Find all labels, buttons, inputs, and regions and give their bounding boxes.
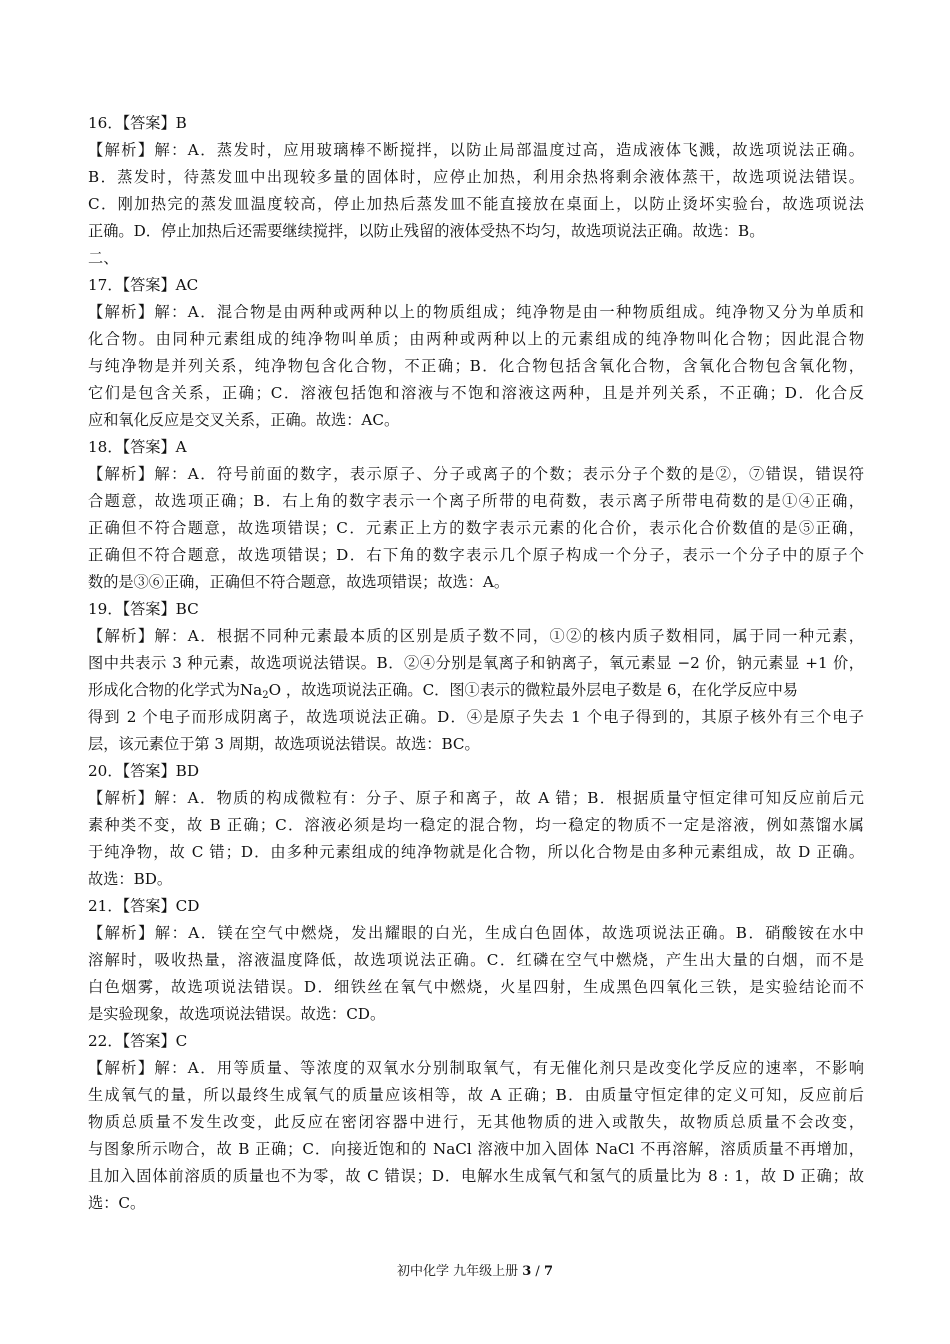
analysis-22-line: 【解析】解：A．用等质量、等浓度的双氧水分别制取氧气，有无催化剂只是改变化学反应的速率，不影响 <box>88 1059 864 1077</box>
page-separator: / <box>531 1264 544 1279</box>
analysis-19-line: 得到 2 个电子而形成阴离子，故选项说法正确。D．④是原子失去 1 个电子得到的，其原子核外有三个电子 <box>88 708 864 726</box>
page-number: 3 <box>522 1264 532 1279</box>
answer-19: 19．【答案】BC <box>88 600 199 618</box>
analysis-18-line: 正确但不符合题意，故选项错误；D．右下角的数字表示几个原子构成一个分子，表示一个分子中的原子个 <box>88 546 864 564</box>
analysis-20-line: 于纯净物，故 C 错；D．由多种元素组成的纯净物就是化合物，所以化合物是由多种元素组成，故 D 正确。 <box>88 843 864 861</box>
analysis-22-line: 物质总质量不发生改变，此反应在密闭容器中进行，无其他物质的进入或散失，故物质总质量不会改变， <box>88 1113 864 1131</box>
analysis-18-line: 【解析】解：A．符号前面的数字，表示原子、分子或离子的个数；表示分子个数的是②，⑦错误，错误符 <box>88 465 864 483</box>
analysis-22-line: 生成氧气的量，所以最终生成氧气的质量应该相等，故 A 正确；B．由质量守恒定律的定义可知，反应前后 <box>88 1086 864 1104</box>
analysis-17-line: 它们是包含关系，正确；C．溶液包括饱和溶液与不饱和溶液这两种，且是并列关系，不正确；D．化合反 <box>88 384 864 402</box>
analysis-18-line: 合题意，故选项正确；B．右上角的数字表示一个离子所带的电荷数，表示离子所带电荷数的是①④正确， <box>88 492 864 510</box>
analysis-16-line: 【解析】解：A．蒸发时，应用玻璃棒不断搅拌，以防止局部温度过高，造成液体飞溅，故选项说法正确。 <box>88 141 864 159</box>
analysis-20-line: 【解析】解：A．物质的构成微粒有：分子、原子和离子，故 A 错；B．根据质量守恒定律可知反应前后元 <box>88 789 864 807</box>
page-footer <box>0 1262 950 1282</box>
analysis-20-line: 素种类不变，故 B 正确；C．溶液必须是均一稳定的混合物，均一稳定的物质不一定是溶液，例如蒸馏水属 <box>88 816 864 834</box>
analysis-19-line: 层，该元素位于第 3 周期，故选项说法错误。故选：BC。 <box>88 735 480 753</box>
analysis-22-line: 与图象所示吻合，故 B 正确；C．向接近饱和的 NaCl 溶液中加入固体 NaCl 不再溶解，溶质质量不再增加， <box>88 1140 864 1158</box>
analysis-22-line: 选：C。 <box>88 1194 146 1212</box>
analysis-17-line: 【解析】解：A．混合物是由两种或两种以上的物质组成；纯净物是由一种物质组成。纯净物又分为单质和 <box>88 303 864 321</box>
answer-18: 18．【答案】A <box>88 438 187 456</box>
analysis-21-line: 溶解时，吸收热量，溶液温度降低，故选项说法正确。C．红磷在空气中燃烧，产生出大量的白烟，而不是 <box>88 951 864 969</box>
page-total: 7 <box>543 1264 553 1279</box>
analysis-21-line: 【解析】解：A．镁在空气中燃烧，发出耀眼的白光，生成白色固体，故选项说法正确。B．硝酸铵在水中 <box>88 924 864 942</box>
analysis-22-line: 且加入固体前溶质的质量也不为零，故 C 错误；D．电解水生成氧气和氢气的质量比为 8 : 1，故 D 正确；故 <box>88 1167 864 1185</box>
analysis-21-line: 白色烟雾，故选项说法错误。D．细铁丝在氧气中燃烧，火星四射，生成黑色四氧化三铁，是实验结论而不 <box>88 978 864 996</box>
answer-17: 17．【答案】AC <box>88 276 199 294</box>
analysis-16-line: 正确。D．停止加热后还需要继续搅拌，以防止残留的液体受热不均匀，故选项说法正确。故选：B。 <box>88 222 765 240</box>
analysis-17-line: 化合物。由同种元素组成的纯净物叫单质；由两种或两种以上的元素组成的纯净物叫化合物；因此混合物 <box>88 330 864 348</box>
formula-continuation: ，故选项说法正确。C．图①表示的微粒最外层电子数是 6，在化学反应中易 <box>285 681 798 699</box>
footer-title: 初中化学 九年级上册 <box>396 1264 523 1279</box>
analysis-16-line: B．蒸发时，待蒸发皿中出现较多量的固体时，应停止加热，利用余热将剩余液体蒸干，故选项说法错误。 <box>88 168 864 186</box>
analysis-19-line: 【解析】解：A．根据不同种元素最本质的区别是质子数不同，①②的核内质子数相同，属于同一种元素， <box>88 627 864 645</box>
analysis-19-formula-line <box>88 677 864 704</box>
analysis-16-line: C．刚加热完的蒸发皿温度较高，停止加热后蒸发皿不能直接放在桌面上，以防止烫坏实验台，故选项说法 <box>88 195 864 213</box>
analysis-17-line: 与纯净物是并列关系，纯净物包含化合物，不正确；B．化合物包括含氧化合物，含氧化合物包含氧化物， <box>88 357 864 375</box>
analysis-18-line: 正确但不符合题意，故选项错误；C．元素正上方的数字表示元素的化合价，表示化合价数值的是⑤正确， <box>88 519 864 537</box>
formula-intro: 形成化合物的化学式为 <box>88 681 240 699</box>
answer-22: 22．【答案】C <box>88 1032 188 1050</box>
answer-21: 21．【答案】CD <box>88 897 200 915</box>
analysis-19-line: 图中共表示 3 种元素，故选项说法错误。B．②④分别是氧离子和钠离子，氧元素显 −2 价，钠元素显 +1 价， <box>88 654 864 672</box>
answer-16: 16．【答案】B <box>88 114 187 132</box>
section-heading: 二、 <box>88 249 119 267</box>
analysis-20-line: 故选：BD。 <box>88 870 173 888</box>
analysis-21-line: 是实验现象，故选项说法错误。故选：CD。 <box>88 1005 386 1023</box>
chemical-formula: $Na_2O$ <box>239 681 282 701</box>
analysis-18-line: 数的是③⑥正确，正确但不符合题意，故选项错误；故选：A。 <box>88 573 510 591</box>
answer-20: 20．【答案】BD <box>88 762 200 780</box>
document-body <box>88 110 864 1217</box>
analysis-17-line: 应和氧化反应是交叉关系，正确。故选：AC。 <box>88 411 400 429</box>
